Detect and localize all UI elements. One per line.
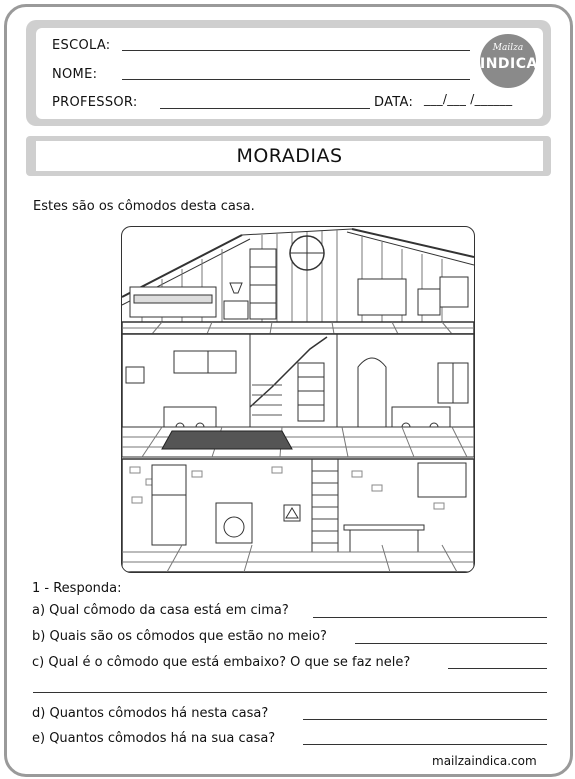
question-a: a) Qual cômodo da casa está em cima? (32, 603, 289, 618)
date-label: DATA: (374, 95, 414, 110)
logo-line2: INDICA (480, 56, 538, 72)
question-c: c) Qual é o cômodo que está embaixo? O que se faz nele? (32, 655, 411, 670)
footer-url[interactable]: mailzaindica.com (432, 754, 537, 768)
answer-c-line[interactable] (448, 668, 547, 669)
date-field[interactable]: ___/___ /______ (424, 92, 513, 106)
house-illustration (121, 226, 475, 573)
school-field[interactable] (122, 50, 470, 51)
intro-text: Estes são os cômodos desta casa. (33, 199, 255, 214)
question-d: d) Quantos cômodos há nesta casa? (32, 706, 269, 721)
answer-e-line[interactable] (303, 744, 547, 745)
school-label: ESCOLA: (52, 38, 111, 53)
mailza-indica-logo (480, 34, 536, 88)
teacher-label: PROFESSOR: (52, 95, 138, 110)
page-title: MORADIAS (36, 141, 543, 171)
questions-heading: 1 - Responda: (32, 581, 122, 596)
logo-line1: Mailza (492, 43, 524, 53)
name-label: NOME: (52, 67, 98, 82)
question-e: e) Quantos cômodos há na sua casa? (32, 731, 276, 746)
name-field[interactable] (122, 79, 470, 80)
answer-d-line[interactable] (303, 719, 547, 720)
answer-b-line[interactable] (355, 643, 547, 644)
teacher-field[interactable] (160, 108, 370, 109)
question-b: b) Quais são os cômodos que estão no meio? (32, 629, 327, 644)
house-drawing (122, 227, 474, 572)
answer-a-line[interactable] (313, 617, 547, 618)
answer-c-line-2[interactable] (33, 692, 547, 693)
